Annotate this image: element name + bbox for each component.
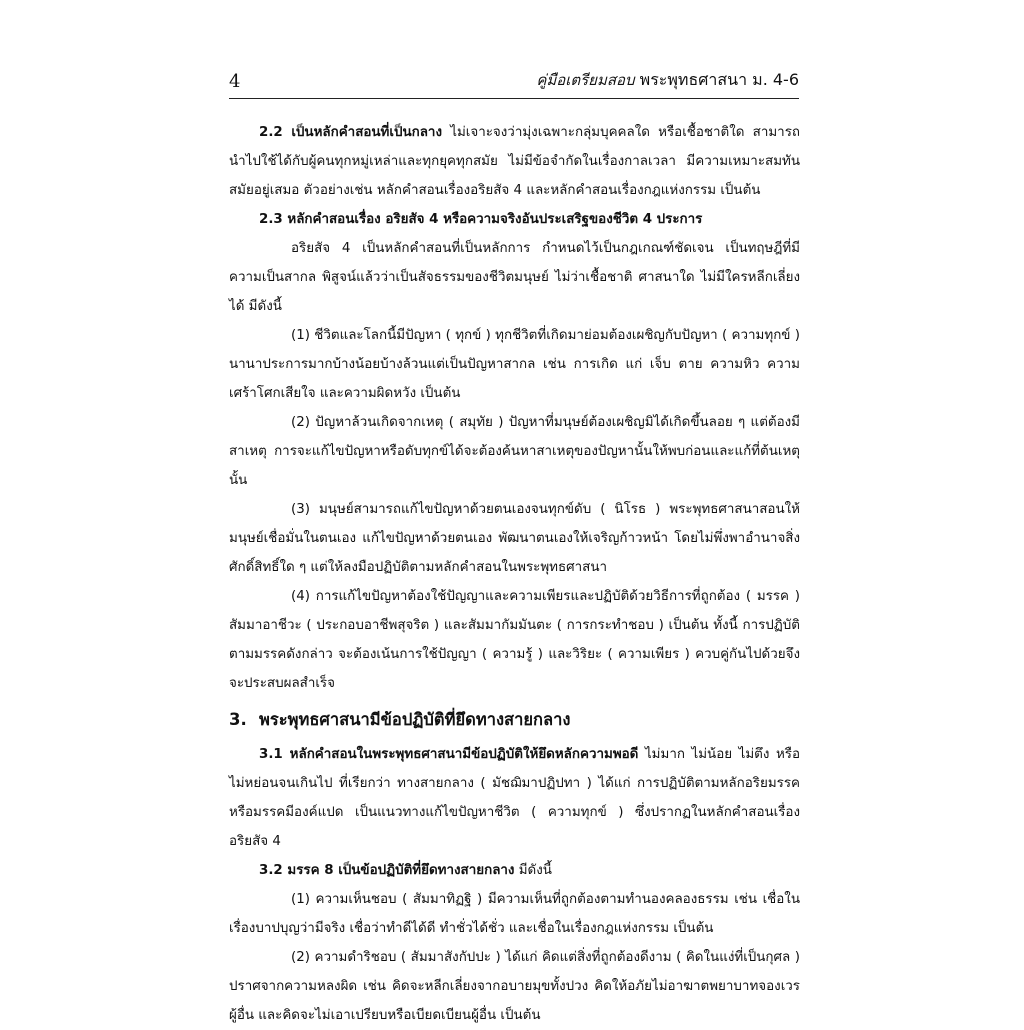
running-title [536, 68, 799, 93]
section-3-1-text: ไม่มาก ไม่น้อย ไม่ตึง หรือไม่หย่อนจนเกินไป ที่เรียกว่า ทางสายกลาง ( มัชฌิมาปฏิปทา ) ได้แก่ การปฏิบัติตามหลักอริยมรรค หรือมรรคมีองค์แปด เป็นแนวทางแก้ไขปัญหาชีวิต ( ความทุกข์ ) ซึ่งปรากฏในหลักคำสอนเรื่องอริยสัจ 4 [229, 747, 801, 849]
section-3-1 [229, 740, 800, 856]
section-2-2-heading: 2.2 เป็นหลักคำสอนที่เป็นกลาง [259, 125, 442, 140]
section-3-number: 3. [229, 710, 247, 729]
list-item: (4) การแก้ไขปัญหาต้องใช้ปัญญาและความเพียรและปฏิบัติด้วยวิธีการที่ถูกต้อง ( มรรค ) สัมมาอาชีวะ ( ประกอบอาชีพสุจริต ) และสัมมากัมมันตะ ( การกระทำชอบ ) เป็นต้น ทั้งนี้ การปฏิบัติตามมรรคดังกล่าว จะต้องเน้นการใช้ปัญญา ( ความรู้ ) และวิริยะ ( ความเพียร ) ควบคู่กันไปด้วยจึงจะประสบผลสำเร็จ [229, 589, 800, 691]
section-3-2-heading-line [229, 856, 800, 885]
section-2-3-intro: อริยสัจ 4 เป็นหลักคำสอนที่เป็นหลักการ กำหนดไว้เป็นกฎเกณฑ์ชัดเจน เป็นทฤษฎีที่มีความเป็นสากล พิสูจน์แล้วว่าเป็นสัจธรรมของชีวิตมนุษย์ ไม่ว่าเชื้อชาติ ศาสนาใด ไม่มีใครหลีกเลี่ยงได้ มีดังนี้ [229, 241, 800, 314]
list-item: (1) ชีวิตและโลกนี้มีปัญหา ( ทุกข์ ) ทุกชีวิตที่เกิดมาย่อมต้องเผชิญกับปัญหา ( ความทุกข์ ) นานาประการมากบ้างน้อยบ้างล้วนแต่เป็นปัญหาสากล เช่น การเกิด แก่ เจ็บ ตาย ความหิว ความเศร้าโศกเสียใจ และความผิดหวัง เป็นต้น [229, 328, 800, 401]
section-3-heading [229, 700, 800, 740]
section-2-3-heading: 2.3 หลักคำสอนเรื่อง อริยสัจ 4 หรือความจริงอันประเสริฐของชีวิต 4 ประการ [259, 212, 703, 227]
page-header [229, 62, 799, 99]
section-3-2-heading: 3.2 มรรค 8 เป็นข้อปฏิบัติที่ยึดทางสายกลาง [259, 863, 515, 878]
book-title: พระพุทธศาสนา ม. 4-6 [639, 70, 799, 89]
section-2-2 [229, 118, 800, 205]
list-item: (2) ปัญหาล้วนเกิดจากเหตุ ( สมุทัย ) ปัญหาที่มนุษย์ต้องเผชิญมิได้เกิดขึ้นลอย ๆ แต่ต้องมีสาเหตุ การจะแก้ไขปัญหาหรือดับทุกข์ได้จะต้องค้นหาสาเหตุของปัญหานั้นให้พบก่อนและแก้ที่ต้นเหตุนั้น [229, 415, 800, 488]
list-item: (3) มนุษย์สามารถแก้ไขปัญหาด้วยตนเองจนทุกข์ดับ ( นิโรธ ) พระพุทธศาสนาสอนให้มนุษย์เชื่อมั่นในตนเอง แก้ไขปัญหาด้วยตนเอง พัฒนาตนเองให้เจริญก้าวหน้า โดยไม่พึ่งพาอำนาจสิ่งศักดิ์สิทธิ์ใด ๆ แต่ให้ลงมือปฏิบัติตามหลักคำสอนในพระพุทธศาสนา [229, 502, 800, 575]
section-2-2-text: ไม่เจาะจงว่ามุ่งเฉพาะกลุ่มบุคคลใด หรือเชื้อชาติใด สามารถนำไปใช้ได้กับผู้คนทุกหมู่เหล่าและทุกยุคทุกสมัย ไม่มีข้อจำกัดในเรื่องกาลเวลา มีความเหมาะสมทันสมัยอยู่เสมอ ตัวอย่างเช่น หลักคำสอนเรื่องอริยสัจ 4 และหลักคำสอนเรื่องกฎแห่งกรรม เป็นต้น [229, 125, 801, 198]
section-3-1-heading: 3.1 หลักคำสอนในพระพุทธศาสนามีข้อปฏิบัติให้ยึดหลักความพอดี [259, 747, 639, 762]
section-3-title: พระพุทธศาสนามีข้อปฏิบัติที่ยึดทางสายกลาง [259, 710, 571, 729]
page-number: 4 [229, 71, 241, 92]
series-title: คู่มือเตรียมสอบ [536, 71, 635, 89]
list-item: (2) ความดำริชอบ ( สัมมาสังกัปปะ ) ได้แก่ คิดแต่สิ่งที่ถูกต้องดีงาม ( คิดในแง่ที่เป็นกุศล ) ปราศจากความหลงผิด เช่น คิดจะหลีกเลี่ยงจากอบายมุขทั้งปวง คิดให้อภัยไม่อาฆาตพยาบาทจองเวรผู้อื่น และคิดจะไม่เอาเปรียบหรือเบียดเบียนผู้อื่น เป็นต้น [229, 950, 800, 1023]
list-item: (1) ความเห็นชอบ ( สัมมาทิฏฐิ ) มีความเห็นที่ถูกต้องตามทำนองคลองธรรม เช่น เชื่อในเรื่องบาปบุญว่ามีจริง เชื่อว่าทำดีได้ดี ทำชั่วได้ชั่ว และเชื่อในเรื่องกฎแห่งกรรม เป็นต้น [229, 892, 800, 936]
page-body [229, 118, 800, 1030]
section-3-2-heading-tail: มีดังนี้ [518, 863, 552, 878]
